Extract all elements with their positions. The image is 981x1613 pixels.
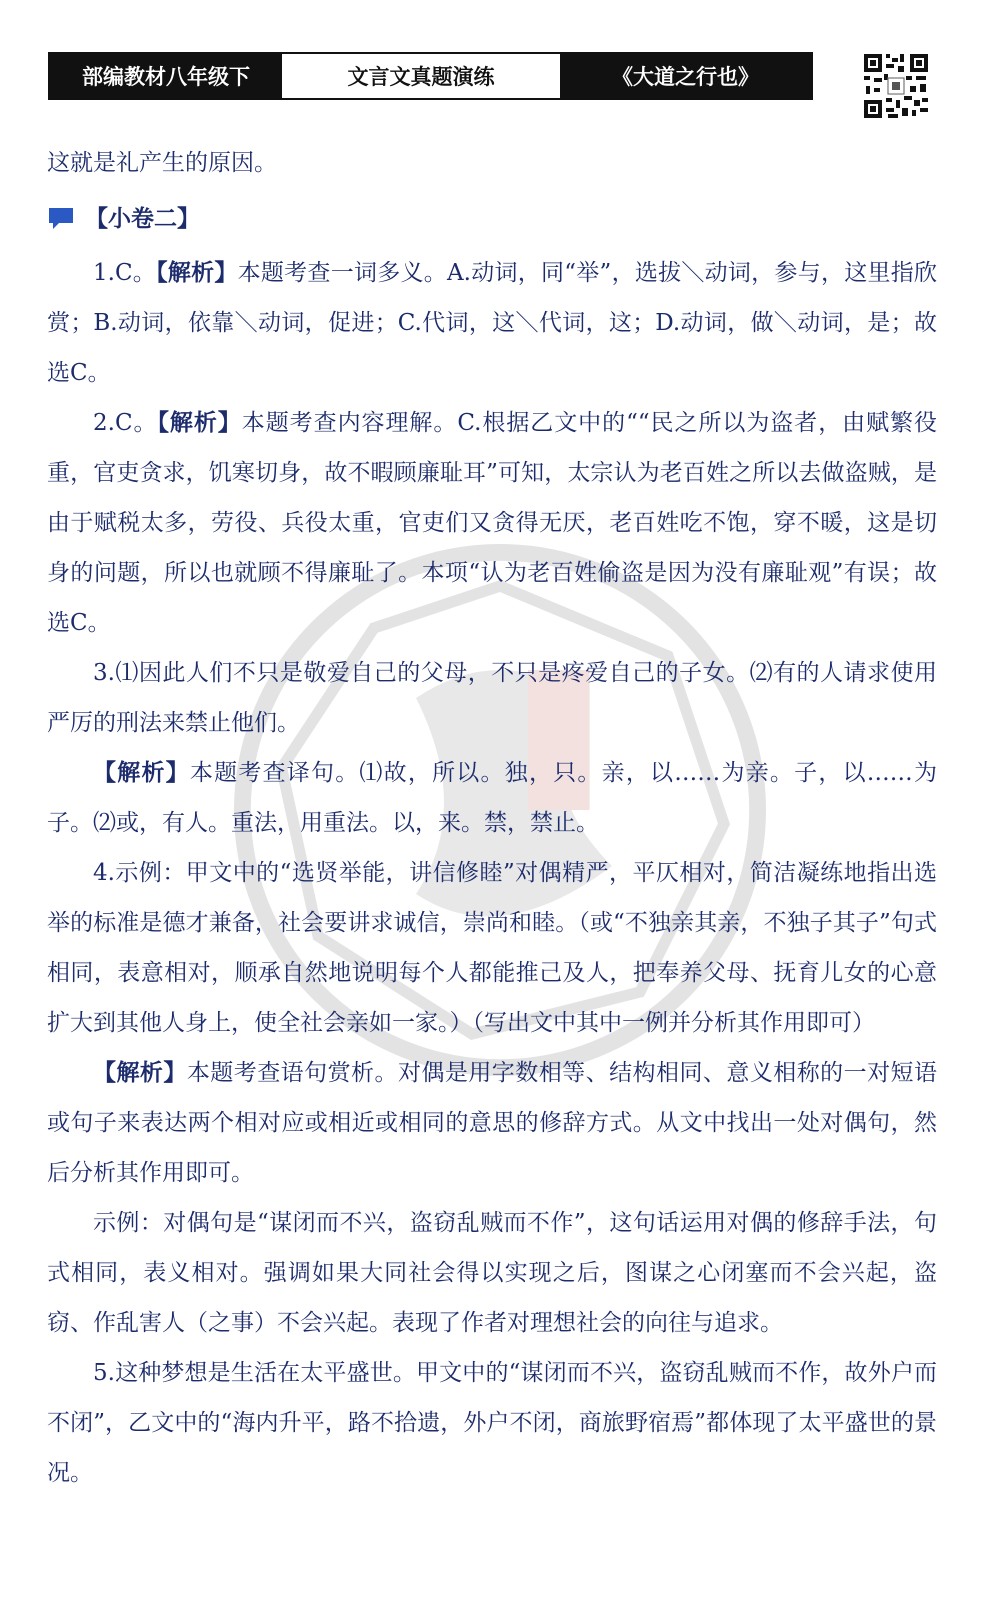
answer-4-example: 示例：对偶句是“谋闭而不兴，盗窃乱贼而不作”，这句话运用对偶的修辞手法，句式相同，表义相对。强调如果大同社会得以实现之后，图谋之心闭塞而不会兴起，盗窃、作乱害人（之事）不会兴起。表现了作者对理想社会的向往与追求。: [47, 1210, 937, 1336]
analysis-tag: 【解析】: [157, 410, 242, 436]
qr-code-icon: [862, 52, 930, 120]
flag-icon: [47, 206, 77, 232]
analysis-tag: 【解析】: [156, 260, 238, 286]
answer-4-analysis-text: 本题考查语句赏析。对偶是用字数相等、结构相同、意义相称的一对短语或句子来表达两个相对应或相近或相同的意思的修辞方式。从文中找出一处对偶句，然后分析其作用即可。: [47, 1060, 938, 1186]
answer-1: [47, 248, 937, 398]
section-title: 【小卷二】: [85, 206, 200, 232]
answer-content: [47, 138, 937, 1498]
analysis-tag: 【解析】: [93, 1060, 187, 1086]
header-grade: 部编教材八年级下: [50, 54, 282, 98]
answer-1-num: 1.C。: [93, 260, 157, 286]
answer-3: 3.⑴因此人们不只是敬爱自己的父母，不只是疼爱自己的子女。⑵有的人请求使用严厉的刑法来禁止他们。: [47, 660, 937, 736]
header-bar: [48, 52, 813, 100]
answer-4: 4.示例：甲文中的“选贤举能，讲信修睦”对偶精严，平仄相对，简洁凝练地指出选举的标准是德才兼备，社会要讲求诚信，崇尚和睦。（或“不独亲其亲，不独子其子”句式相同，表意相对，顺承自然地说明每个人都能推己及人，把奉养父母、抚育儿女的心意扩大到其他人身上，使全社会亲如一家。）（写出文中其中一例并分析其作用即可）: [47, 860, 937, 1036]
header-topic: 文言文真题演练: [282, 54, 560, 98]
answer-3-analysis: [47, 748, 937, 848]
answer-2-num: 2.C。: [93, 410, 158, 436]
answer-3-analysis-text: 本题考查译句。⑴故，所以。独，只。亲，以……为亲。子，以……为子。⑵或，有人。重法，用重法。以，来。禁，禁止。: [47, 760, 937, 836]
answer-4-analysis: [47, 1048, 937, 1198]
answer-5: 5.这种梦想是生活在太平盛世。甲文中的“谋闭而不兴，盗窃乱贼而不作，故外户而不闭”，乙文中的“海内升平，路不拾遗，外户不闭，商旅野宿焉”都体现了太平盛世的景况。: [47, 1360, 937, 1486]
analysis-tag: 【解析】: [93, 760, 190, 786]
answer-2-text: 本题考查内容理解。C.根据乙文中的““民之所以为盗者，由赋繁役重，官吏贪求，饥寒切身，故不暇顾廉耻耳”可知，太宗认为老百姓之所以去做盗贼，是由于赋税太多，劳役、兵役太重，官吏们又贪得无厌，老百姓吃不饱，穿不暖，这是切身的问题，所以也就顾不得廉耻了。本项“认为老百姓偷盗是因为没有廉耻观”有误；故选C。: [47, 410, 938, 636]
section-heading: [47, 192, 937, 246]
answer-1-text: 本题考查一词多义。A.动词，同“举”，选拔＼动词，参与，这里指欣赏；B.动词，依靠＼动词，促进；C.代词，这＼代词，这；D.动词，做＼动词，是；故选C。: [47, 260, 938, 386]
intro-line: 这就是礼产生的原因。: [47, 150, 277, 176]
header-lesson: 《大道之行也》: [560, 54, 811, 98]
answer-2: [47, 398, 937, 648]
